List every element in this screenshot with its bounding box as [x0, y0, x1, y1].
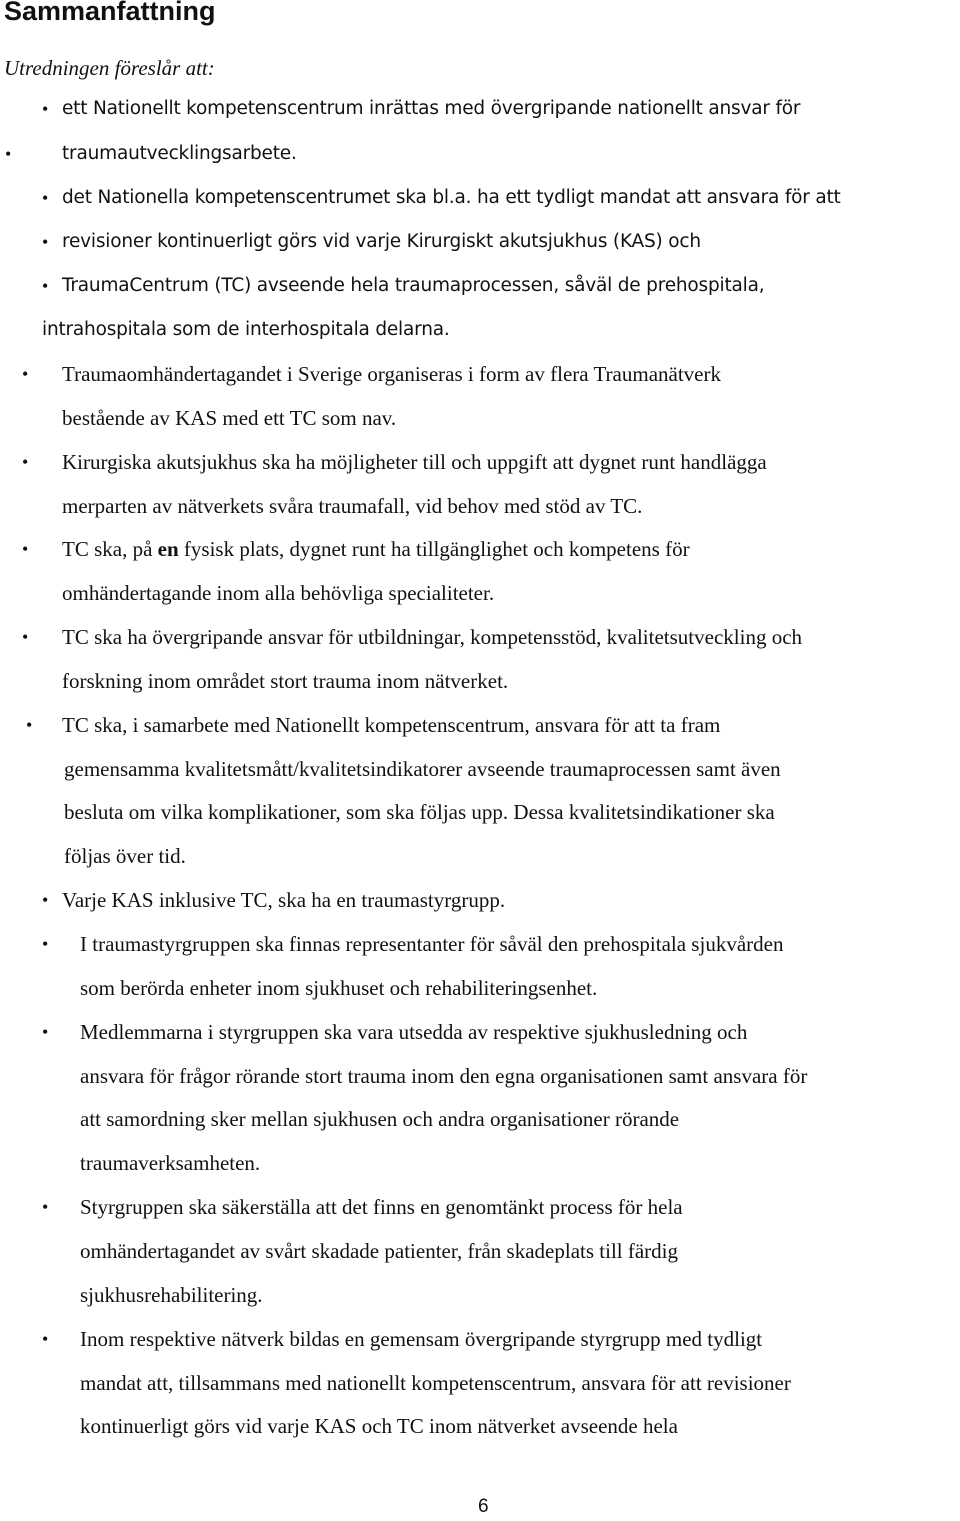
text-run: fysisk plats, dygnet runt ha tillgänglighet och kompetens för — [178, 537, 690, 561]
list-item-text: sjukhusrehabilitering. — [80, 1283, 263, 1307]
list-item-text: gemensamma kvalitetsmått/kvalitetsindikatorer avseende traumaprocessen samt även — [64, 757, 781, 781]
text-run: TC ska, på — [62, 537, 158, 561]
list-item-text: merparten av nätverkets svåra traumafall, vid behov med stöd av TC. — [62, 494, 643, 518]
bullet-marker: • — [42, 890, 49, 910]
bullet-marker: • — [42, 276, 49, 296]
page-number: 6 — [478, 1496, 489, 1517]
bullet-marker: • — [22, 452, 29, 472]
bullet-marker: • — [42, 232, 49, 252]
emphasis-text: en — [157, 537, 179, 561]
page-title: Sammanfattning — [4, 0, 216, 26]
list-item-text: traumaverksamheten. — [80, 1151, 261, 1175]
list-item-text: revisioner kontinuerligt görs vid varje Kirurgiskt akutsjukhus (KAS) och — [62, 231, 701, 252]
list-item-text: bestående av KAS med ett TC som nav. — [62, 406, 397, 430]
list-item-text: Medlemmarna i styrgruppen ska vara utsedda av respektive sjukhusledning och — [80, 1020, 748, 1044]
list-item-text: I traumastyrgruppen ska finnas representanter för såväl den prehospitala sjukvården — [80, 932, 784, 956]
list-item-text: att samordning sker mellan sjukhusen och andra organisationer rörande — [80, 1107, 680, 1131]
list-item-text: omhändertagande inom alla behövliga specialiteter. — [62, 581, 495, 605]
list-item-text: följas över tid. — [64, 844, 186, 868]
list-item-text: det Nationella kompetenscentrumet ska bl.a. ha ett tydligt mandat att ansvara för att — [62, 187, 841, 208]
list-item-text: TC ska ha övergripande ansvar för utbildningar, kompetensstöd, kvalitetsutveckling och — [62, 625, 803, 649]
list-item-text: intrahospitala som de interhospitala delarna. — [42, 319, 450, 340]
list-item-text: Inom respektive nätverk bildas en gemensam övergripande styrgrupp med tydligt — [80, 1327, 763, 1351]
bullet-marker: • — [26, 715, 33, 735]
list-item-text: ett Nationellt kompetenscentrum inrättas med övergripande nationellt ansvar för — [62, 98, 801, 119]
bullet-marker: • — [42, 934, 49, 954]
list-item-text: TC ska, i samarbete med Nationellt kompetenscentrum, ansvara för att ta fram — [62, 713, 721, 737]
bullet-marker: • — [42, 1022, 49, 1042]
bullet-marker: • — [22, 539, 29, 559]
bullet-marker: • — [22, 627, 29, 647]
list-item-text: TraumaCentrum (TC) avseende hela traumaprocessen, såväl de prehospitala, — [62, 275, 765, 296]
list-item-text: Varje KAS inklusive TC, ska ha en traumastyrgrupp. — [62, 888, 506, 912]
list-item-text: omhändertagandet av svårt skadade patienter, från skadeplats till färdig — [80, 1239, 679, 1263]
subtitle: Utredningen föreslår att: — [4, 56, 215, 80]
list-item-text: som berörda enheter inom sjukhuset och rehabiliteringsenhet. — [80, 976, 598, 1000]
list-item-text: besluta om vilka komplikationer, som ska följas upp. Dessa kvalitetsindikationer ska — [64, 800, 775, 824]
bullet-marker: • — [5, 144, 12, 164]
list-item-text: Styrgruppen ska säkerställa att det finns en genomtänkt process för hela — [80, 1195, 683, 1219]
list-item-text: Traumaomhändertagandet i Sverige organiseras i form av flera Traumanätverk — [62, 362, 721, 386]
list-item-text: forskning inom området stort trauma inom nätverket. — [62, 669, 509, 693]
bullet-marker: • — [22, 364, 29, 384]
list-item-text: ansvara för frågor rörande stort trauma inom den egna organisationen samt ansvara för — [80, 1064, 808, 1088]
list-item-text — [62, 537, 690, 561]
bullet-marker: • — [42, 188, 49, 208]
list-item-text: traumautvecklingsarbete. — [62, 143, 297, 164]
list-item-text: kontinuerligt görs vid varje KAS och TC inom nätverket avseende hela — [80, 1414, 678, 1438]
bullet-marker: • — [42, 99, 49, 119]
list-item-text: Kirurgiska akutsjukhus ska ha möjligheter till och uppgift att dygnet runt handlägga — [62, 450, 767, 474]
list-item-text: mandat att, tillsammans med nationellt kompetenscentrum, ansvara för att revisioner — [80, 1371, 791, 1395]
bullet-marker: • — [42, 1197, 49, 1217]
bullet-marker: • — [42, 1329, 49, 1349]
